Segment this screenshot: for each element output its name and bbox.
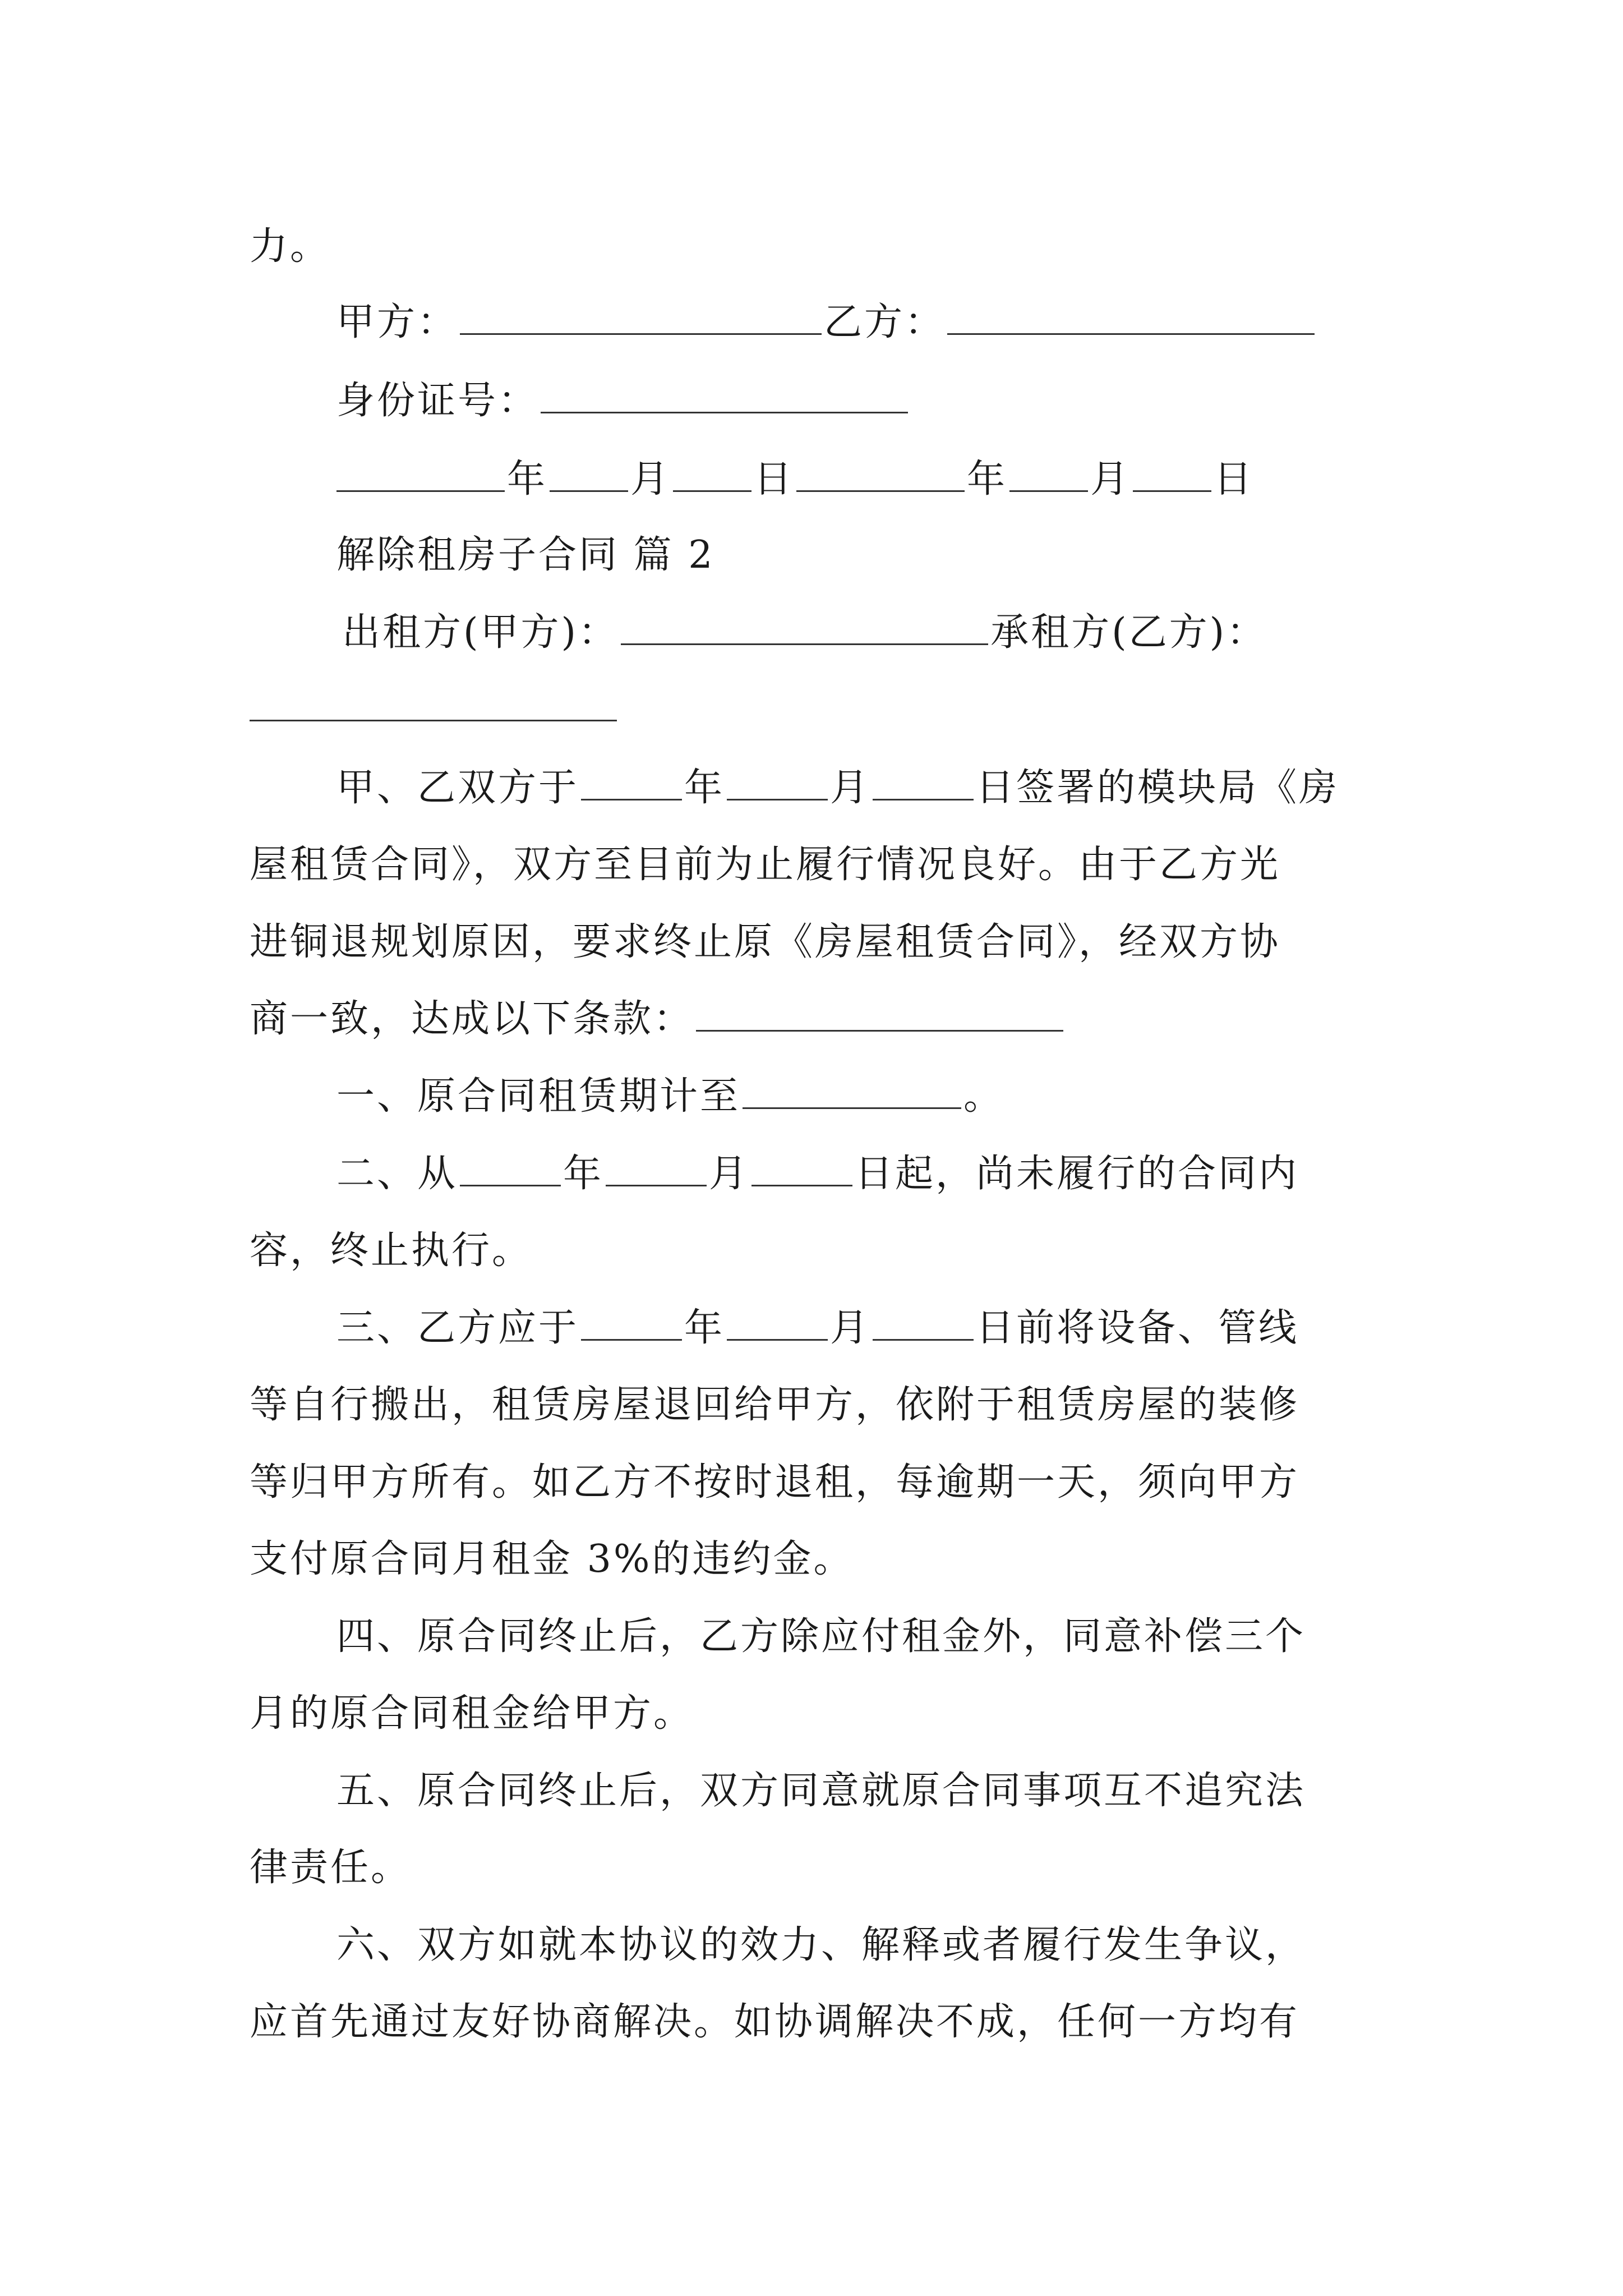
day-blank[interactable]	[873, 763, 974, 800]
day-blank[interactable]	[873, 1303, 974, 1341]
year-blank[interactable]	[460, 1149, 561, 1186]
text-line	[250, 219, 330, 275]
clause-line	[250, 1531, 854, 1588]
text-span: 月	[709, 1152, 750, 1196]
clause-line	[250, 1994, 1299, 2050]
id-number-line	[336, 373, 910, 429]
day-blank[interactable]	[751, 1149, 852, 1186]
year-label: 年	[507, 457, 548, 501]
id-number-blank[interactable]	[541, 376, 908, 413]
month-blank[interactable]	[606, 1149, 707, 1186]
lessee-label: 承租方(乙方)：	[990, 610, 1267, 655]
party-a-label: 甲方：	[336, 300, 458, 344]
lessee-blank[interactable]	[250, 720, 617, 721]
text-span: 支付原合同月租金 3%的违约金。	[250, 1537, 854, 1581]
clause-line	[336, 1609, 1306, 1665]
year-blank[interactable]	[336, 454, 505, 492]
clause-line	[336, 1300, 1299, 1356]
year-label: 年	[967, 457, 1008, 501]
year-blank[interactable]	[581, 1303, 682, 1341]
clause-line	[336, 1917, 1306, 1973]
lessor-blank[interactable]	[621, 608, 988, 645]
year-blank[interactable]	[796, 454, 965, 492]
text-span: 屋租赁合同》，双方至目前为止履行情况良好。由于乙方光	[250, 843, 1281, 887]
day-blank[interactable]	[1133, 454, 1211, 492]
text-span: 月	[830, 766, 871, 810]
text-span: 五、原合同终止后，双方同意就原合同事项互不追究法	[336, 1769, 1306, 1813]
month-blank[interactable]	[727, 763, 828, 800]
text-span: 日前将设备、管线	[976, 1306, 1299, 1350]
text-span: 商一致，达成以下条款：	[250, 997, 694, 1041]
text-span: 四、原合同终止后，乙方除应付租金外，同意补偿三个	[336, 1614, 1306, 1659]
paragraph-line	[250, 991, 1066, 1047]
text-span: 等归甲方所有。如乙方不按时退租，每逾期一天，须向甲方	[250, 1460, 1300, 1504]
clause-line	[250, 1223, 532, 1279]
text-span: 年	[684, 766, 725, 810]
party-b-label: 乙方：	[824, 300, 946, 344]
line-text: 力。	[250, 224, 331, 269]
day-label: 日	[754, 457, 795, 501]
clause-line	[336, 1069, 1004, 1125]
text-span: 日起，尚未履行的合同内	[855, 1152, 1299, 1196]
month-blank[interactable]	[1009, 454, 1088, 492]
clause-line	[250, 1377, 1299, 1433]
party-b-blank[interactable]	[947, 297, 1315, 335]
clause-line	[250, 1455, 1299, 1511]
paragraph-line	[250, 837, 1280, 893]
text-span: 年	[563, 1152, 604, 1196]
clause-line	[250, 1686, 694, 1742]
text-span: 进铜退规划原因，要求终止原《房屋租赁合同》，经双方协	[250, 920, 1281, 964]
year-blank[interactable]	[581, 763, 682, 800]
clause-line	[250, 1840, 411, 1896]
month-blank[interactable]	[550, 454, 628, 492]
text-span: 。	[963, 1074, 1004, 1119]
paragraph-line	[336, 760, 1339, 816]
month-label: 月	[1090, 457, 1131, 501]
text-span: 甲、乙双方于	[336, 766, 579, 810]
text-span: 年	[684, 1306, 725, 1350]
text-span: 六、双方如就本协议的效力、解释或者履行发生争议，	[336, 1923, 1306, 1967]
signature-line-parties	[336, 295, 1317, 351]
text-span: 三、乙方应于	[336, 1306, 579, 1350]
text-span: 一、原合同租赁期计至	[336, 1074, 741, 1119]
month-blank[interactable]	[727, 1303, 828, 1341]
month-label: 月	[630, 457, 671, 501]
date-line	[336, 452, 1254, 508]
day-blank[interactable]	[673, 454, 751, 492]
terms-blank[interactable]	[696, 994, 1063, 1032]
text-span: 二、从	[336, 1152, 458, 1196]
section-heading	[336, 527, 715, 583]
paragraph-line	[250, 914, 1280, 970]
day-label: 日	[1214, 457, 1255, 501]
text-span: 容，终止执行。	[250, 1228, 533, 1273]
id-number-label: 身份证号：	[336, 379, 539, 423]
lease-end-blank[interactable]	[743, 1071, 961, 1109]
text-span: 月	[830, 1306, 871, 1350]
party-a-blank[interactable]	[460, 297, 822, 335]
clause-line	[336, 1146, 1299, 1202]
text-span: 月的原合同租金给甲方。	[250, 1691, 694, 1736]
text-span: 应首先通过友好协商解决。如协调解决不成，任何一方均有	[250, 2000, 1300, 2044]
heading-text: 解除租房子合同 篇 2	[336, 533, 715, 577]
lessor-label: 出租方(甲方)：	[342, 610, 619, 655]
clause-line	[336, 1763, 1306, 1819]
text-span: 等自行搬出，租赁房屋退回给甲方，依附于租赁房屋的装修	[250, 1383, 1300, 1427]
parties-line	[342, 605, 1267, 661]
text-span: 日签署的模块局《房	[976, 766, 1340, 810]
text-span: 律责任。	[250, 1846, 412, 1890]
